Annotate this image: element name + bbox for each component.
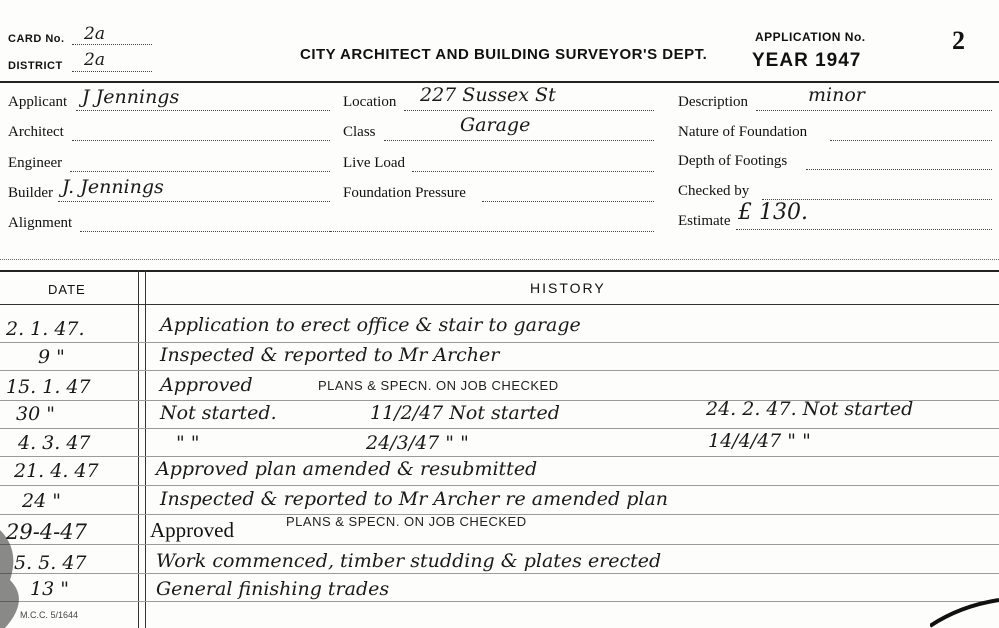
row-rule: [0, 342, 999, 343]
architect-line: [72, 140, 330, 141]
estimate-line: [736, 229, 992, 230]
row-history: Not started.: [160, 402, 277, 424]
class-value: Garage: [460, 114, 531, 136]
foundation-pressure-line: [482, 201, 654, 202]
location-line: [404, 110, 654, 111]
engineer-label: Engineer: [8, 155, 63, 171]
department-title: CITY ARCHITECT AND BUILDING SURVEYOR'S DEPT.: [300, 46, 708, 63]
alignment-line: [80, 231, 330, 232]
extra-line: [0, 259, 999, 260]
row-date: 15. 1. 47: [6, 376, 91, 398]
district-value: 2a: [84, 50, 105, 70]
builder-label: Builder: [8, 185, 53, 201]
table-top-border: [0, 270, 999, 272]
depth-of-footings-label: Depth of Footings: [678, 153, 788, 169]
row-rule: [0, 370, 999, 371]
row-history-extra: 24. 2. 47. Not started: [706, 398, 914, 420]
class-label: Class: [343, 124, 376, 140]
row-date: 29-4-47: [6, 520, 87, 544]
nature-of-foundation-line: [830, 140, 992, 141]
applicant-value: J Jennings: [82, 86, 180, 108]
header-bottom-border: [0, 304, 999, 305]
row-history: Work commenced, timber studding & plates erected: [156, 550, 662, 572]
row-rule: [0, 456, 999, 457]
foundation-pressure-label: Foundation Pressure: [343, 185, 466, 201]
nature-of-foundation-label: Nature of Foundation: [678, 124, 808, 140]
builder-line: [58, 201, 330, 202]
ink-stain-mark: [0, 520, 70, 628]
row-rule: [0, 573, 999, 574]
live-load-label: Live Load: [343, 155, 406, 171]
row-history: Application to erect office & stair to garage: [160, 314, 581, 336]
history-column-header: HISTORY: [530, 280, 606, 296]
description-line: [756, 110, 992, 111]
live-load-line: [412, 171, 654, 172]
class-line: [384, 140, 654, 141]
date-column-header: DATE: [48, 282, 86, 297]
row-history: Approved: [150, 518, 234, 542]
checked-by-label: Checked by: [678, 183, 750, 199]
row-date: 2. 1. 47.: [6, 318, 85, 340]
district-line: [72, 71, 152, 72]
application-label: APPLICATION No.: [755, 30, 866, 44]
location-value: 227 Sussex St: [420, 84, 556, 106]
architect-label: Architect: [8, 124, 64, 140]
applicant-line: [76, 110, 330, 111]
row-rule: [0, 428, 999, 429]
alignment-label: Alignment: [8, 215, 73, 231]
engineer-line: [70, 171, 330, 172]
row-rule: [0, 601, 999, 602]
row-history-extra: 11/2/47 Not started: [370, 402, 560, 424]
card-number-label: CARD No.: [8, 33, 65, 45]
row-history: Approved: [160, 374, 253, 396]
year-label: YEAR 1947: [752, 50, 862, 71]
card-number-value: 2a: [84, 24, 105, 44]
form-code: M.C.C. 5/1644: [20, 610, 79, 620]
row-date: 24 ": [22, 490, 61, 512]
row-history: General finishing trades: [156, 578, 390, 600]
description-value: minor: [808, 84, 865, 106]
column-divider-2: [145, 270, 146, 628]
row-rule: [0, 485, 999, 486]
application-number: 2: [952, 26, 965, 55]
row-date: 5. 5. 47: [14, 552, 87, 574]
estimate-value: £ 130.: [738, 200, 808, 225]
district-label: DISTRICT: [8, 60, 63, 72]
row-history-extra: 24/3/47 " ": [366, 432, 469, 454]
card-number-line: [72, 44, 152, 45]
header-divider: [0, 81, 999, 83]
alignment-line-continued: [330, 231, 654, 232]
row-date: 9 ": [38, 346, 65, 368]
row-date: 4. 3. 47: [18, 432, 91, 454]
column-divider-1: [138, 270, 139, 628]
applicant-label: Applicant: [8, 94, 68, 110]
depth-of-footings-line: [806, 169, 992, 170]
location-label: Location: [343, 94, 397, 110]
plans-checked-stamp: PLANS & SPECN. ON JOB CHECKED: [286, 514, 527, 529]
row-history: " ": [176, 432, 200, 454]
row-date: 21. 4. 47: [14, 460, 99, 482]
row-date: 13 ": [30, 578, 69, 600]
row-history-extra: 14/4/47 " ": [708, 430, 811, 452]
row-rule: [0, 544, 999, 545]
description-label: Description: [678, 94, 748, 110]
row-history: Inspected & reported to Mr Archer re amended plan: [160, 488, 669, 510]
plans-checked-stamp: PLANS & SPECN. ON JOB CHECKED: [318, 378, 559, 393]
row-history: Approved plan amended & resubmitted: [156, 458, 538, 480]
row-history: Inspected & reported to Mr Archer: [160, 344, 500, 366]
estimate-label: Estimate: [678, 213, 731, 229]
builder-value: J. Jennings: [62, 176, 164, 198]
row-date: 30 ": [16, 403, 55, 425]
corner-pen-mark: [930, 596, 999, 628]
